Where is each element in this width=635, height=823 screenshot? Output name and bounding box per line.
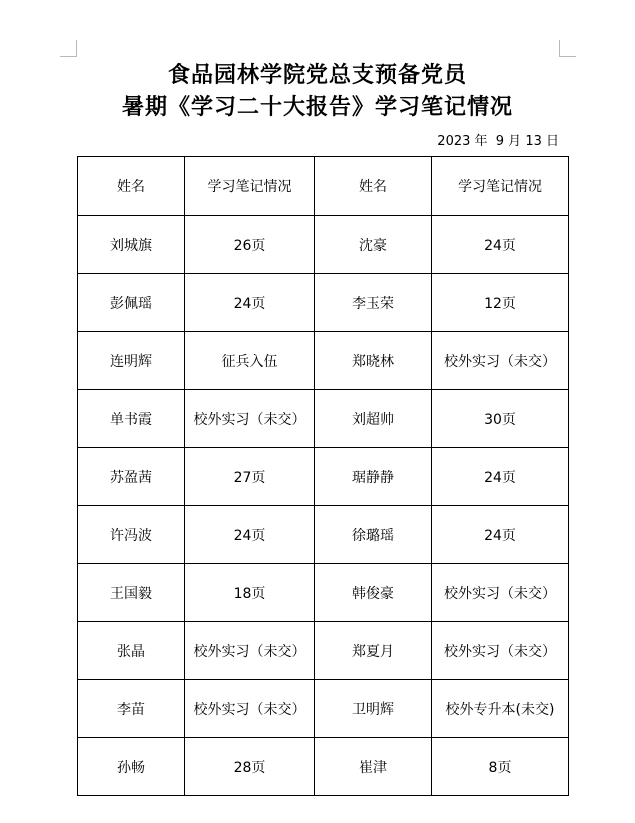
notes-status: 校外实习（未交） — [432, 332, 569, 390]
notes-status: 校外实习（未交） — [185, 622, 315, 680]
student-name: 刘超帅 — [315, 390, 432, 448]
notes-status: 校外专升本(未交) — [432, 680, 569, 738]
student-name: 沈豪 — [315, 216, 432, 274]
page-corner-mark-right — [559, 40, 576, 57]
student-name: 卫明辉 — [315, 680, 432, 738]
student-name: 刘城旗 — [78, 216, 185, 274]
table-row — [78, 680, 569, 738]
document-title-line-1: 食品园林学院党总支预备党员 — [167, 62, 467, 88]
notes-status: 24页 — [432, 506, 569, 564]
student-name: 郑晓林 — [315, 332, 432, 390]
student-name: 连明辉 — [78, 332, 185, 390]
student-name: 崔津 — [315, 738, 432, 796]
notes-status: 校外实习（未交） — [185, 680, 315, 738]
notes-status: 30页 — [432, 390, 569, 448]
table-header-row — [78, 157, 569, 216]
notes-status: 8页 — [432, 738, 569, 796]
student-name: 单书霞 — [78, 390, 185, 448]
notes-status: 24页 — [432, 448, 569, 506]
student-name: 琚静静 — [315, 448, 432, 506]
student-name: 许冯波 — [78, 506, 185, 564]
student-name: 王国毅 — [78, 564, 185, 622]
header-name-left: 姓名 — [78, 157, 185, 216]
student-name: 李玉荣 — [315, 274, 432, 332]
table-row — [78, 332, 569, 390]
document-title-line-2: 暑期《学习二十大报告》学习笔记情况 — [121, 94, 513, 120]
student-name: 李苗 — [78, 680, 185, 738]
notes-status: 24页 — [432, 216, 569, 274]
table-row — [78, 738, 569, 796]
student-name: 孙畅 — [78, 738, 185, 796]
page-corner-mark-left — [60, 40, 77, 57]
notes-status: 24页 — [185, 506, 315, 564]
notes-status: 12页 — [432, 274, 569, 332]
student-name: 韩俊豪 — [315, 564, 432, 622]
table-row — [78, 216, 569, 274]
notes-status: 征兵入伍 — [185, 332, 315, 390]
header-notes-left: 学习笔记情况 — [185, 157, 315, 216]
notes-status: 27页 — [185, 448, 315, 506]
table-row — [78, 564, 569, 622]
notes-status: 校外实习（未交） — [185, 390, 315, 448]
student-name: 徐璐瑶 — [315, 506, 432, 564]
student-name: 郑夏月 — [315, 622, 432, 680]
table-row — [78, 448, 569, 506]
table-row — [78, 506, 569, 564]
header-notes-right: 学习笔记情况 — [432, 157, 569, 216]
study-notes-table — [77, 156, 569, 796]
notes-status: 校外实习（未交） — [432, 564, 569, 622]
student-name: 彭佩瑶 — [78, 274, 185, 332]
notes-status: 18页 — [185, 564, 315, 622]
notes-status: 28页 — [185, 738, 315, 796]
header-name-right: 姓名 — [315, 157, 432, 216]
table-row — [78, 274, 569, 332]
notes-status: 24页 — [185, 274, 315, 332]
table-row — [78, 390, 569, 448]
document-date: 2023 年 9 月 13 日 — [437, 134, 559, 149]
student-name: 张晶 — [78, 622, 185, 680]
notes-status: 校外实习（未交） — [432, 622, 569, 680]
student-name: 苏盈茜 — [78, 448, 185, 506]
notes-status: 26页 — [185, 216, 315, 274]
table-row — [78, 622, 569, 680]
